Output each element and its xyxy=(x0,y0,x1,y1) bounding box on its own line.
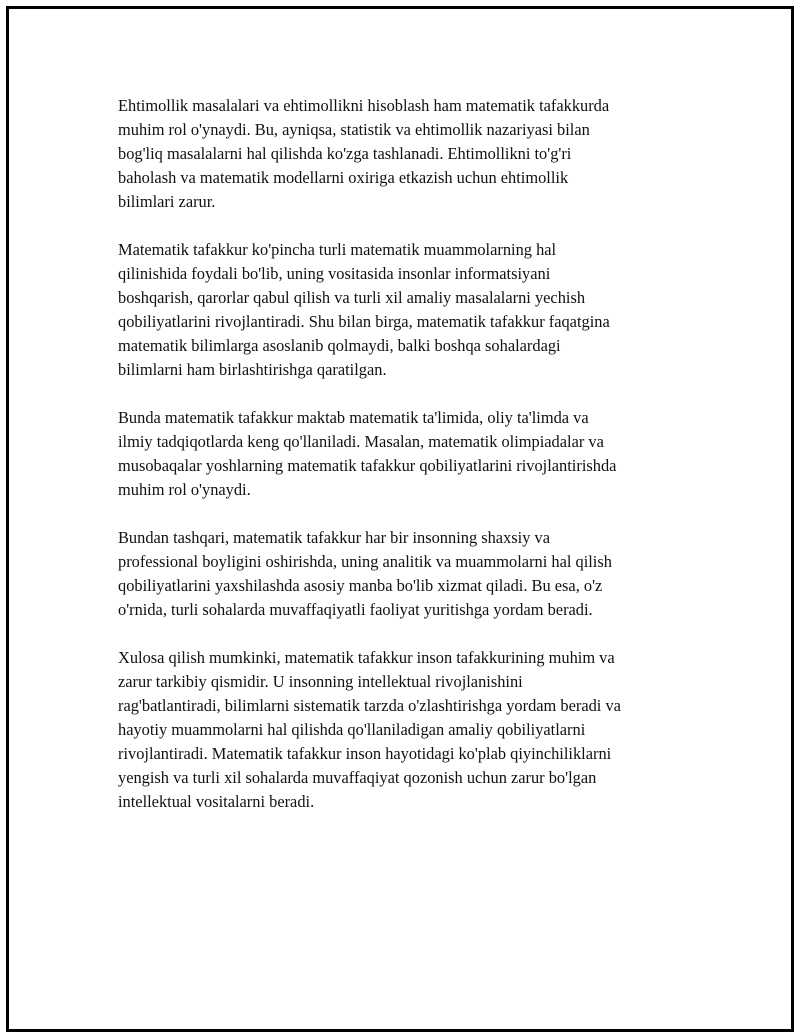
paragraph-2: Matematik tafakkur ko'pincha turli matematik muammolarning hal qilinishida foydali bo'lib, uning vositasida insonlar informatsiyani boshqarish, qarorlar qabul qilish va turli xil amaliy masalalarni yechish qobiliyatlarini rivojlantiradi. Shu bilan birga, matematik tafakkur faqatgina matematik bilimlarga asoslanib qolmaydi, balki boshqa sohalardagi bilimlarni ham birlashtirishga qaratilgan. xyxy=(118,240,610,379)
paragraph-3: Bunda matematik tafakkur maktab matematik ta'limida, oliy ta'limda va ilmiy tadqiqotlarda keng qo'llaniladi. Masalan, matematik olimpiadalar va musobaqalar yoshlarning matematik tafakkur qobiliyatlarini rivojlantirishda muhim rol o'ynaydi. xyxy=(118,408,617,499)
paragraph-4: Bundan tashqari, matematik tafakkur har bir insonning shaxsiy va professional boyligini oshirishda, uning analitik va muammolarni hal qilish qobiliyatlarini yaxshilashda asosiy manba bo'lib xizmat qiladi. Bu esa, o'z o'rnida, turli sohalarda muvaffaqiyatli faoliyat yuritishga yordam beradi. xyxy=(118,528,612,619)
paragraph-5: Xulosa qilish mumkinki, matematik tafakkur inson tafakkurining muhim va zarur tarkibiy qismidir. U insonning intellektual rivojlanishini rag'batlantiradi, bilimlarni sistematik tarzda o'zlashtirishga yordam beradi va hayotiy muammolarni hal qilishda qo'llaniladigan amaliy qobiliyatlarni rivojlantiradi. Matematik tafakkur inson hayotidagi ko'plab qiyinchiliklarni yengish va turli xil sohalarda muvaffaqiyat qozonish uchun zarur bo'lgan intellektual vositalarni beradi. xyxy=(118,648,621,811)
document-body xyxy=(118,94,698,838)
paragraph-1: Ehtimollik masalalari va ehtimollikni hisoblash ham matematik tafakkurda muhim rol o'ynaydi. Bu, ayniqsa, statistik va ehtimollik nazariyasi bilan bog'liq masalalarni hal qilishda ko'zga tashlanadi. Ehtimollikni to'g'ri baholash va matematik modellarni oxiriga etkazish uchun ehtimollik bilimlari zarur. xyxy=(118,96,610,211)
